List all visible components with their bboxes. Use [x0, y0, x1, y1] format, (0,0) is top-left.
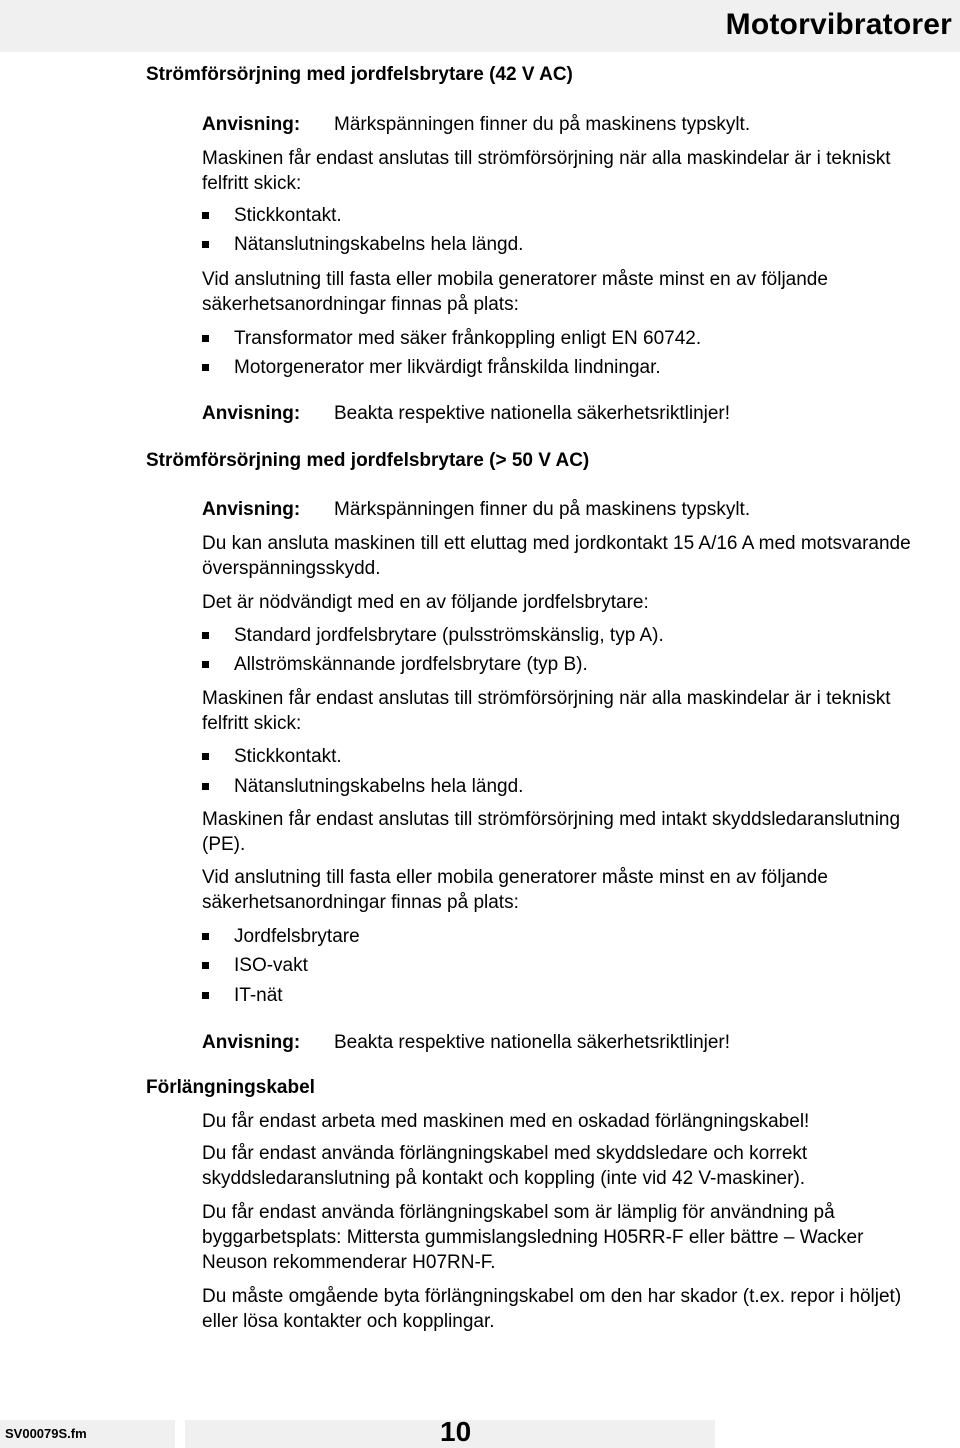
- bullet-square-icon: [202, 335, 209, 342]
- footer-file-name: SV00079S.fm: [5, 1426, 87, 1441]
- list-item-text: Nätanslutningskabelns hela längd.: [234, 234, 524, 255]
- paragraph: Du får endast använda förlängningskabel med skyddsledare och korrekt skyddsledaranslutning på kontakt och koppling (inte vid 42 V-maskiner).: [202, 1143, 808, 1189]
- note-text: Beakta respektive nationella säkerhetsriktlinjer!: [334, 1032, 731, 1053]
- paragraph: Vid anslutning till fasta eller mobila generatorer måste minst en av följande säkerhetsanordningar finnas på plats:: [202, 269, 828, 315]
- page-header-title: Motorvibratorer: [725, 8, 952, 41]
- note-label: Anvisning:: [202, 403, 301, 424]
- header-bar: [0, 0, 960, 52]
- section-title-50v: Strömförsörjning med jordfelsbrytare (> 50 V AC): [146, 450, 590, 471]
- bullet-square-icon: [202, 933, 209, 940]
- paragraph: Det är nödvändigt med en av följande jordfelsbrytare:: [202, 592, 649, 613]
- section-title-42v: Strömförsörjning med jordfelsbrytare (42 V AC): [146, 64, 573, 85]
- note-label: Anvisning:: [202, 499, 301, 520]
- note-label: Anvisning:: [202, 114, 301, 135]
- bullet-square-icon: [202, 661, 209, 668]
- list-item-text: Transformator med säker frånkoppling enligt EN 60742.: [234, 328, 702, 349]
- bullet-square-icon: [202, 753, 209, 760]
- list-item-text: Jordfelsbrytare: [234, 926, 360, 947]
- bullet-square-icon: [202, 632, 209, 639]
- bullet-square-icon: [202, 962, 209, 969]
- list-item-text: Standard jordfelsbrytare (pulsströmskänslig, typ A).: [234, 625, 664, 646]
- list-item-text: Allströmskännande jordfelsbrytare (typ B).: [234, 654, 588, 675]
- list-item-text: Nätanslutningskabelns hela längd.: [234, 776, 524, 797]
- list-item-text: ISO-vakt: [234, 955, 308, 976]
- footer-file-box: [0, 1420, 175, 1448]
- list-item-text: Stickkontakt.: [234, 205, 342, 226]
- bullet-square-icon: [202, 783, 209, 790]
- list-item-text: IT-nät: [234, 985, 283, 1006]
- paragraph: Du kan ansluta maskinen till ett eluttag med jordkontakt 15 A/16 A med motsvarande överspänningsskydd.: [202, 533, 911, 579]
- paragraph: Maskinen får endast anslutas till strömförsörjning när alla maskindelar är i tekniskt felfritt skick:: [202, 688, 891, 734]
- note-text: Märkspänningen finner du på maskinens typskylt.: [334, 499, 751, 520]
- bullet-square-icon: [202, 364, 209, 371]
- paragraph: Du får endast använda förlängningskabel som är lämplig för användning på byggarbetsplats: Mittersta gummislangsledning H05RR-F eller bättre – Wacker Neuson rekommenderar H07RN-F.: [202, 1202, 864, 1273]
- list-item-text: Stickkontakt.: [234, 746, 342, 767]
- bullet-square-icon: [202, 241, 209, 248]
- paragraph: Maskinen får endast anslutas till strömförsörjning med intakt skyddsledaranslutning (PE).: [202, 809, 901, 855]
- footer-page-box: [185, 1416, 715, 1448]
- page-number: 10: [440, 1416, 472, 1447]
- list-item-text: Motorgenerator mer likvärdigt frånskilda lindningar.: [234, 357, 661, 378]
- paragraph: Maskinen får endast anslutas till strömförsörjning när alla maskindelar är i tekniskt felfritt skick:: [202, 148, 891, 194]
- paragraph: Vid anslutning till fasta eller mobila generatorer måste minst en av följande säkerhetsanordningar finnas på plats:: [202, 867, 828, 913]
- note-label: Anvisning:: [202, 1032, 301, 1053]
- paragraph: Du får endast arbeta med maskinen med en oskadad förlängningskabel!: [202, 1111, 810, 1132]
- note-text: Märkspänningen finner du på maskinens typskylt.: [334, 114, 751, 135]
- paragraph: Du måste omgående byta förlängningskabel om den har skador (t.ex. repor i höljet) eller lösa kontakter och kopplingar.: [202, 1286, 902, 1332]
- note-text: Beakta respektive nationella säkerhetsriktlinjer!: [334, 403, 731, 424]
- bullet-square-icon: [202, 992, 209, 999]
- section-title-extension-cable: Förlängningskabel: [146, 1077, 315, 1098]
- bullet-square-icon: [202, 212, 209, 219]
